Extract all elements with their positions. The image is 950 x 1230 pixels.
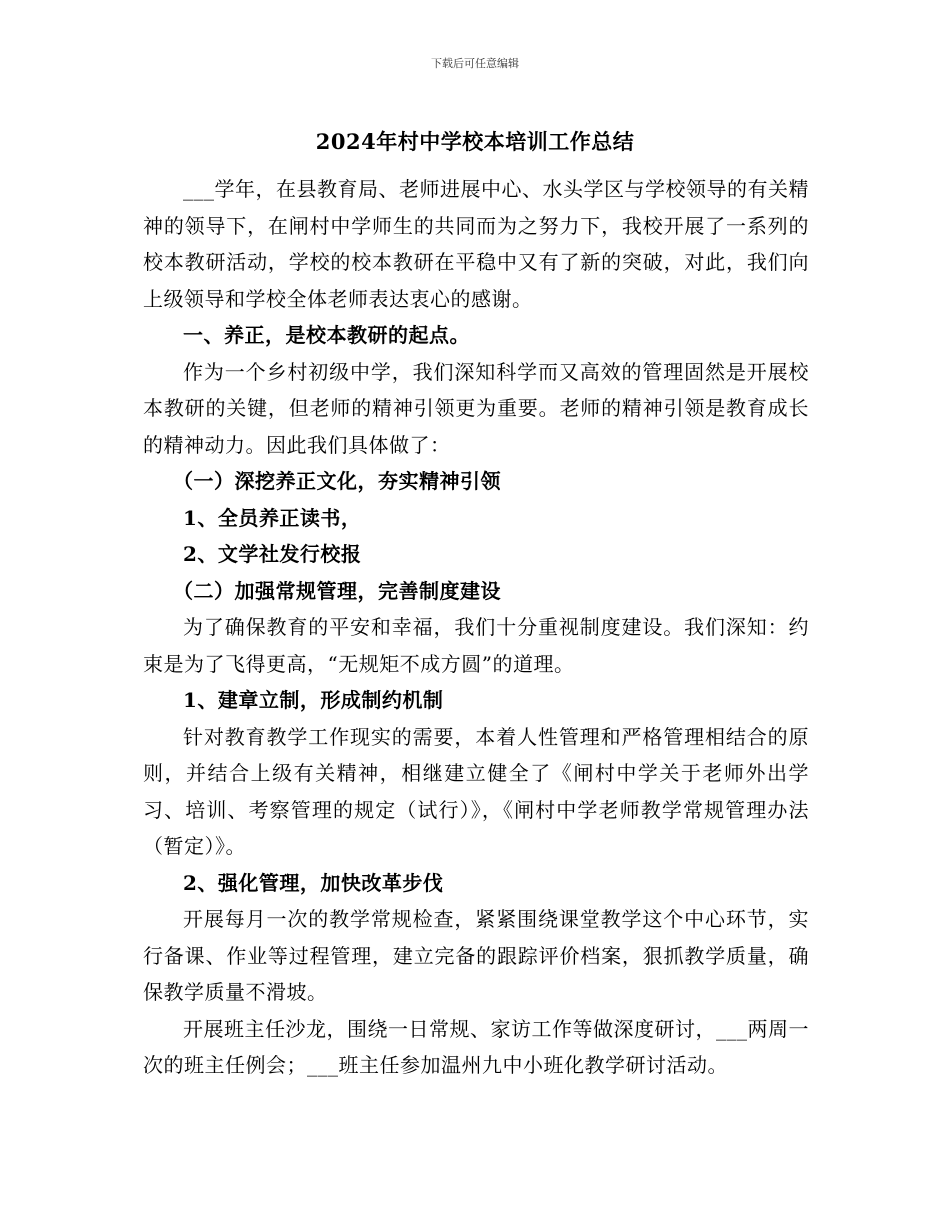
document-title: 2024年村中学校本培训工作总结 (315, 129, 635, 154)
list-item-reading: 1、全员养正读书， (183, 505, 362, 530)
section-heading-1: 一、养正，是校本教研的起点。 (183, 323, 470, 347)
item-heading-rules: 1、建章立制，形成制约机制 (183, 688, 444, 712)
subsection-heading-2: （二）加强常规管理，完善制度建设 (173, 578, 501, 603)
page-header-note: 下载后可任意编辑 (431, 57, 519, 70)
list-item-newsletter: 2、文学社发行校报 (183, 542, 362, 566)
paragraph-inspection: 开展每月一次的教学常规检查，紧紧围绕课堂教学这个中心环节，实行备课、作业等过程管理，建立完备的跟踪评价档案，狠抓教学质量，确保教学质量不滑坡。 (143, 907, 809, 1004)
document-body (143, 171, 809, 1084)
paragraph-intro: ___学年，在县教育局、老师进展中心、水头学区与学校领导的有关精神的领导下，在闸村中学师生的共同而为之努力下，我校开展了一系列的校本教研活动，学校的校本教研在平稳中又有了新的突破，对此，我们向上级领导和学校全体老师表达衷心的感谢。 (143, 177, 809, 311)
subsection-heading-1: （一）深挖养正文化，夯实精神引领 (173, 469, 501, 493)
paragraph-rules: 针对教育教学工作现实的需要，本着人性管理和严格管理相结合的原则，并结合上级有关精神，相继建立健全了《闸村中学关于老师外出学习、培训、考察管理的规定（试行）》，《闸村中学老师教学常规管理办法（暂定）》。 (143, 724, 809, 858)
paragraph-system-building: 为了确保教育的平安和幸福，我们十分重视制度建设。我们深知：约束是为了飞得更高，“无规矩不成方圆”的道理。 (143, 615, 809, 676)
item-heading-management: 2、强化管理，加快改革步伐 (183, 870, 444, 895)
paragraph-section-1: 作为一个乡村初级中学，我们深知科学而又高效的管理固然是开展校本教研的关键，但老师的精神引领更为重要。老师的精神引领是教育成长的精神动力。因此我们具体做了： (143, 359, 809, 457)
paragraph-class-teacher: 开展班主任沙龙，围绕一日常规、家访工作等做深度研讨，___两周一次的班主任例会；___班主任参加温州九中小班化教学研讨活动。 (143, 1016, 809, 1077)
